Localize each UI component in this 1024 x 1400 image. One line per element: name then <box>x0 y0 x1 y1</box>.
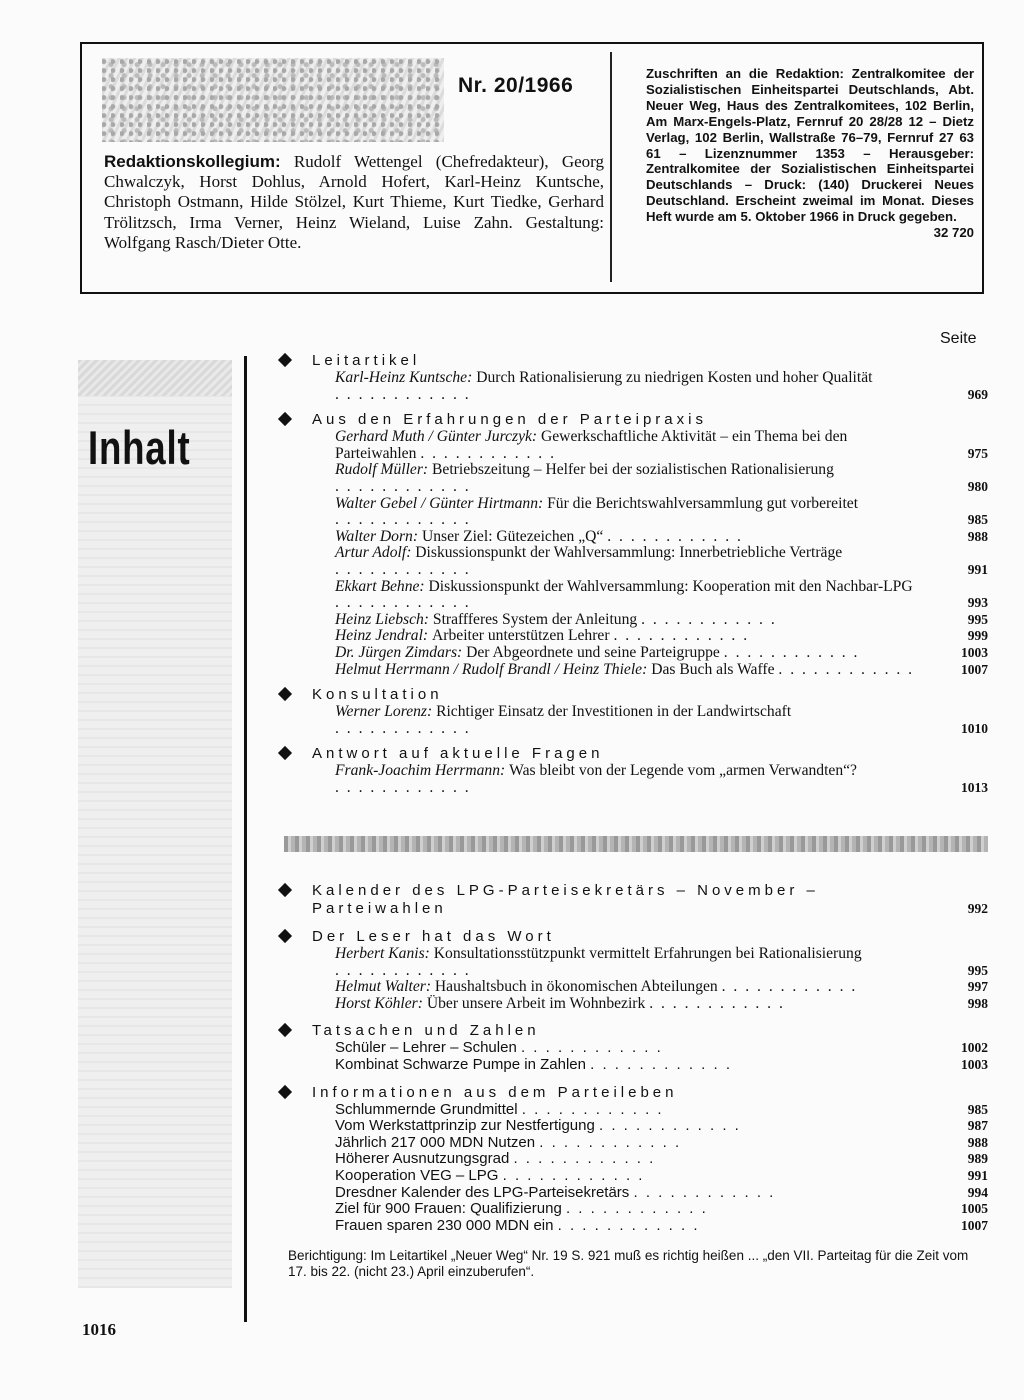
toc-top <box>278 352 988 804</box>
leader-dots: . . . . . . . . . . . . <box>599 1117 741 1135</box>
entry-text <box>335 496 928 529</box>
entry-text <box>335 612 928 629</box>
entry-author: Heinz Liebsch: <box>335 610 433 628</box>
entry-page: 998 <box>967 995 988 1011</box>
entry-text <box>335 545 928 578</box>
entry-page: 1003 <box>961 644 988 660</box>
diamond-bullet-icon <box>278 883 292 897</box>
entry-page: 985 <box>967 1101 988 1117</box>
section-heading <box>278 745 988 763</box>
toc-entry <box>335 429 988 462</box>
toc-entry <box>335 1218 988 1235</box>
toc-entry <box>335 1118 988 1135</box>
toc-section <box>278 1022 988 1073</box>
section-entries <box>278 429 988 678</box>
diamond-bullet-icon <box>278 1023 292 1037</box>
toc-entry <box>335 1201 988 1218</box>
diamond-bullet-icon <box>278 929 292 943</box>
section-entries <box>278 370 988 403</box>
toc-entry <box>335 628 988 645</box>
entry-text <box>335 628 928 645</box>
toc-entry <box>335 996 988 1013</box>
toc-entry <box>335 1185 988 1202</box>
entry-title: Höherer Ausnutzungsgrad <box>335 1150 514 1168</box>
toc-entry <box>335 763 988 796</box>
entry-page: 991 <box>967 1167 988 1183</box>
toc-entry <box>335 370 988 403</box>
masthead-texture <box>102 58 444 142</box>
toc-entry <box>335 1135 988 1152</box>
entry-page: 987 <box>967 1118 988 1134</box>
section-title: Antwort auf aktuelle Fragen <box>312 745 604 763</box>
editorial-text: Rudolf Wettengel (Chefredakteur), Georg Chwalczyk, Horst Dohlus, Arnold Hofert, Karl-Heinz Kuntsche, Christoph Ostmann, Hilde Stölzel, Kurt Thieme, Kurt Tiedke, Gerhard Trölitzsch, Irma Verner, Heinz Wieland, Luise Zahn. Gestaltung: Wolfgang Rasch/Dieter Otte. <box>104 152 604 252</box>
diamond-bullet-icon <box>278 1084 292 1098</box>
entry-text <box>335 1040 928 1057</box>
section-heading <box>278 928 988 946</box>
entry-author: Artur Adolf: <box>335 544 416 562</box>
toc-section <box>278 1084 988 1235</box>
toc-entry <box>335 529 988 546</box>
leader-dots: . . . . . . . . . . . . <box>335 477 471 495</box>
entry-page: 1013 <box>961 779 988 795</box>
entry-page: 997 <box>967 979 988 995</box>
side-panel-texture <box>78 360 232 396</box>
leader-dots: . . . . . . . . . . . . <box>539 1133 682 1151</box>
entry-text <box>335 1118 928 1135</box>
leader-dots: . . . . . . . . . . . . <box>649 994 785 1012</box>
toc-entry <box>335 704 988 737</box>
leader-dots: . . . . . . . . . . . . <box>335 385 471 403</box>
entry-text <box>335 1102 928 1119</box>
leader-dots: . . . . . . . . . . . . <box>335 961 471 979</box>
section-title: Kalender des LPG-Parteisekretärs – November – Parteiwahlen <box>312 882 819 917</box>
entry-title: Arbeiter unterstützen Lehrer <box>432 627 614 645</box>
section-entries <box>278 1040 988 1073</box>
toc-entry <box>335 946 988 979</box>
section-title: Konsultation <box>312 686 443 704</box>
leader-dots: . . . . . . . . . . . . <box>590 1055 732 1073</box>
editorial-label: Redaktionskollegium: <box>104 152 281 171</box>
contents-title: Inhalt <box>88 421 191 474</box>
issue-number: Nr. 20/1966 <box>458 74 574 97</box>
entry-author: Rudolf Müller: <box>335 461 433 479</box>
leader-dots: . . . . . . . . . . . . <box>721 978 858 996</box>
leader-dots: . . . . . . . . . . . . <box>335 594 471 612</box>
impressum-divider <box>610 52 612 282</box>
entry-page: 993 <box>967 595 988 611</box>
entry-title: Schlummernde Grundmittel <box>335 1100 522 1118</box>
entry-author: Dr. Jürgen Zimdars: <box>335 643 467 661</box>
entry-page: 988 <box>967 528 988 544</box>
toc-section <box>278 411 988 678</box>
entry-author: Helmut Herrmann / Rudolf Brandl / Heinz Thiele: <box>335 660 652 678</box>
toc-entry <box>335 645 988 662</box>
entry-page: 1005 <box>961 1201 988 1217</box>
leader-dots: . . . . . . . . . . . . <box>633 1183 776 1201</box>
entry-title: Kooperation VEG – LPG <box>335 1166 503 1184</box>
toc-entry <box>335 579 988 612</box>
section-heading <box>278 1084 988 1102</box>
toc-entry <box>335 1102 988 1119</box>
entry-text <box>335 529 928 546</box>
toc-vertical-rule <box>244 356 247 1322</box>
entry-title: Konsultationsstützpunkt vermittelt Erfahrungen bei Rationalisierung <box>433 945 862 962</box>
toc-bottom <box>278 882 988 1244</box>
entry-text <box>335 429 928 462</box>
section-heading <box>278 352 988 370</box>
side-panel <box>78 360 232 1288</box>
entry-author: Helmut Walter: <box>335 978 435 996</box>
leader-dots: . . . . . . . . . . . . <box>335 560 471 578</box>
section-title: Der Leser hat das Wort <box>312 928 555 945</box>
section-title: Informationen aus dem Parteileben <box>312 1083 678 1101</box>
entry-title: Für die Berichtswahlversammlung gut vorbereitet <box>547 494 859 512</box>
leader-dots: . . . . . . . . . . . . <box>521 1100 664 1118</box>
entry-text <box>335 1185 928 1202</box>
entry-title: Vom Werkstattprinzip zur Nestfertigung <box>335 1117 599 1135</box>
entry-title: Über unsere Arbeit im Wohnbezirk <box>426 994 650 1012</box>
entry-author: Ekkart Behne: <box>335 577 429 595</box>
leader-dots: . . . . . . . . . . . . <box>335 719 471 737</box>
toc-section <box>278 686 988 737</box>
entry-text <box>335 462 928 495</box>
entry-title: Diskussionspunkt der Wahlversammlung: Kooperation mit den Nachbar-LPG <box>428 577 913 595</box>
leader-dots: . . . . . . . . . . . . <box>520 1039 663 1057</box>
entry-text <box>335 1201 928 1218</box>
entry-title: Durch Rationalisierung zu niedrigen Kosten und hoher Qualität <box>476 369 873 386</box>
entry-page: 999 <box>967 628 988 644</box>
entry-title: Jährlich 217 000 MDN Nutzen <box>335 1133 540 1151</box>
entry-text <box>335 1218 928 1235</box>
toc-entry <box>335 979 988 996</box>
entry-title: Der Abgeordnete und seine Parteigruppe <box>466 643 724 661</box>
section-entries <box>278 1102 988 1235</box>
entry-text <box>335 662 928 679</box>
correction-note: Berichtigung: Im Leitartikel „Neuer Weg“ Nr. 19 S. 921 muß es richtig heißen ... „den VII. Parteitag für die Zeit vom 17. bis 22. (nicht 23.) April einzuberufen“. <box>288 1248 969 1279</box>
diamond-bullet-icon <box>278 353 292 367</box>
leader-dots: . . . . . . . . . . . . <box>641 610 777 628</box>
entry-author: Werner Lorenz: <box>335 703 437 721</box>
entry-page: 980 <box>967 478 988 494</box>
toc-entry <box>335 612 988 629</box>
toc-entry <box>335 1040 988 1057</box>
section-title: Aus den Erfahrungen der Parteipraxis <box>312 411 707 429</box>
section-heading <box>278 686 988 704</box>
entry-page: 975 <box>967 445 988 461</box>
entry-page: 985 <box>967 512 988 528</box>
entry-title: Ziel für 900 Frauen: Qualifizierung <box>335 1200 566 1218</box>
page-number: 1016 <box>82 1320 116 1339</box>
entry-title: Dresdner Kalender des LPG-Parteisekretärs <box>335 1183 634 1201</box>
entry-author: Walter Dorn: <box>335 527 422 545</box>
toc-entry <box>335 545 988 578</box>
entry-author: Walter Gebel / Günter Hirtmann: <box>335 494 548 512</box>
diamond-bullet-icon <box>278 687 292 701</box>
toc-entry <box>335 496 988 529</box>
entry-text <box>335 763 928 796</box>
entry-title: Schüler – Lehrer – Schulen <box>335 1039 521 1057</box>
leader-dots: . . . . . . . . . . . . <box>557 1216 700 1234</box>
entry-page: 995 <box>967 611 988 627</box>
leader-dots: . . . . . . . . . . . . <box>513 1150 656 1168</box>
section-entries <box>278 704 988 737</box>
entry-page: 1007 <box>961 1217 988 1233</box>
section-heading <box>278 1022 988 1040</box>
diamond-bullet-icon <box>278 412 292 426</box>
leader-dots: . . . . . . . . . . . . <box>607 527 743 545</box>
publisher-text: Zuschriften an die Redaktion: Zentralkomitee der Sozialistischen Einheitspartei Deutschlands, Abt. Neuer Weg, Haus des Zentralkomitees, 102 Berlin, Am Marx-Engels-Platz, Fernruf 20 28/28 12 – Dietz Verlag, 102 Berlin, Wallstraße 76–79, Fernruf 27 63 61 – Lizenznummer 1353 – Herausgeber: Zentralkomitee der Sozialistischen Einheitspartei Deutschlands – Druck: (140) Druckerei Neues Deutschland. Erscheint zweimal im Monat. Dieses Heft wurde am 5. Oktober 1966 in Druck gegeben. <box>646 66 974 225</box>
section-title: Tatsachen und Zahlen <box>312 1022 540 1040</box>
leader-dots: . . . . . . . . . . . . <box>502 1166 645 1184</box>
page-column-header: Seite <box>940 330 977 347</box>
toc-section <box>278 882 988 918</box>
entry-page: 988 <box>967 1134 988 1150</box>
entry-page: 1002 <box>961 1040 988 1056</box>
leader-dots: . . . . . . . . . . . . <box>335 778 471 796</box>
impressum-box <box>80 42 984 294</box>
section-heading <box>278 411 988 429</box>
section-heading <box>278 882 988 918</box>
entry-title: Haushaltsbuch in ökonomischen Abteilungen <box>434 978 722 996</box>
toc-entry <box>335 462 988 495</box>
toc-entry <box>335 1151 988 1168</box>
section-title: Leitartikel <box>312 352 421 369</box>
entry-page: 1007 <box>961 661 988 677</box>
entry-title: Diskussionspunkt der Wahlversammlung: Innerbetriebliche Verträge <box>415 544 843 562</box>
entry-author: Frank-Joachim Herrmann: <box>335 762 510 780</box>
entry-text <box>335 946 928 979</box>
section-entries <box>278 763 988 796</box>
toc-entry <box>335 662 988 679</box>
publisher-info <box>646 66 974 241</box>
leader-dots: . . . . . . . . . . . . <box>613 627 750 645</box>
toc-section <box>278 745 988 796</box>
entry-page: 994 <box>967 1184 988 1200</box>
leader-dots: . . . . . . . . . . . . <box>723 643 860 661</box>
entry-title: Das Buch als Waffe <box>651 660 779 678</box>
entry-author: Karl-Heinz Kuntsche: <box>335 369 477 386</box>
entry-author: Heinz Jendral: <box>335 627 433 645</box>
entry-page: 1003 <box>961 1056 988 1072</box>
entry-page: 969 <box>967 386 988 402</box>
editorial-board <box>104 152 604 253</box>
toc-entry <box>335 1168 988 1185</box>
entry-title: Richtiger Einsatz der Investitionen in der Landwirtschaft <box>436 703 792 721</box>
entry-text <box>335 1151 928 1168</box>
entry-title: Betriebszeitung – Helfer bei der sozialistischen Rationalisierung <box>432 461 834 479</box>
leader-dots: . . . . . . . . . . . . <box>420 444 556 462</box>
publisher-code: 32 720 <box>933 225 974 241</box>
entry-page: 991 <box>967 561 988 577</box>
section-entries <box>278 946 988 1012</box>
entry-text <box>335 979 928 996</box>
entry-text <box>335 579 928 612</box>
entry-title: Frauen sparen 230 000 MDN ein <box>335 1216 558 1234</box>
entry-page: 989 <box>967 1151 988 1167</box>
entry-title: Straffferes System der Anleitung <box>432 610 642 628</box>
toc-section <box>278 352 988 403</box>
entry-text <box>335 704 928 737</box>
entry-text <box>335 996 928 1013</box>
diamond-bullet-icon <box>278 746 292 760</box>
entry-title: Kombinat Schwarze Pumpe in Zahlen <box>335 1055 591 1073</box>
leader-dots: . . . . . . . . . . . . <box>335 511 471 529</box>
leader-dots: . . . . . . . . . . . . <box>565 1200 708 1218</box>
entry-text <box>335 1168 928 1185</box>
entry-text <box>335 1135 928 1152</box>
entry-page: 1010 <box>961 720 988 736</box>
entry-author: Gerhard Muth / Günter Jurczyk: <box>335 428 541 446</box>
entry-title: Gewerkschaftliche Aktivität – ein Thema bei den Parteiwahlen <box>335 428 848 462</box>
entry-page: 995 <box>967 962 988 978</box>
section-page: 992 <box>967 901 988 916</box>
leader-dots: . . . . . . . . . . . . <box>778 660 915 678</box>
entry-text <box>335 1057 928 1074</box>
entry-author: Horst Köhler: <box>335 994 427 1012</box>
entry-title: Unser Ziel: Gütezeichen „Q“ <box>421 527 608 545</box>
divider-band <box>284 836 988 852</box>
toc-section <box>278 928 988 1012</box>
entry-author: Herbert Kanis: <box>335 945 434 962</box>
entry-text <box>335 645 928 662</box>
entry-title: Was bleibt von der Legende vom „armen Verwandten“? <box>509 762 857 780</box>
toc-entry <box>335 1057 988 1074</box>
entry-text <box>335 370 928 403</box>
